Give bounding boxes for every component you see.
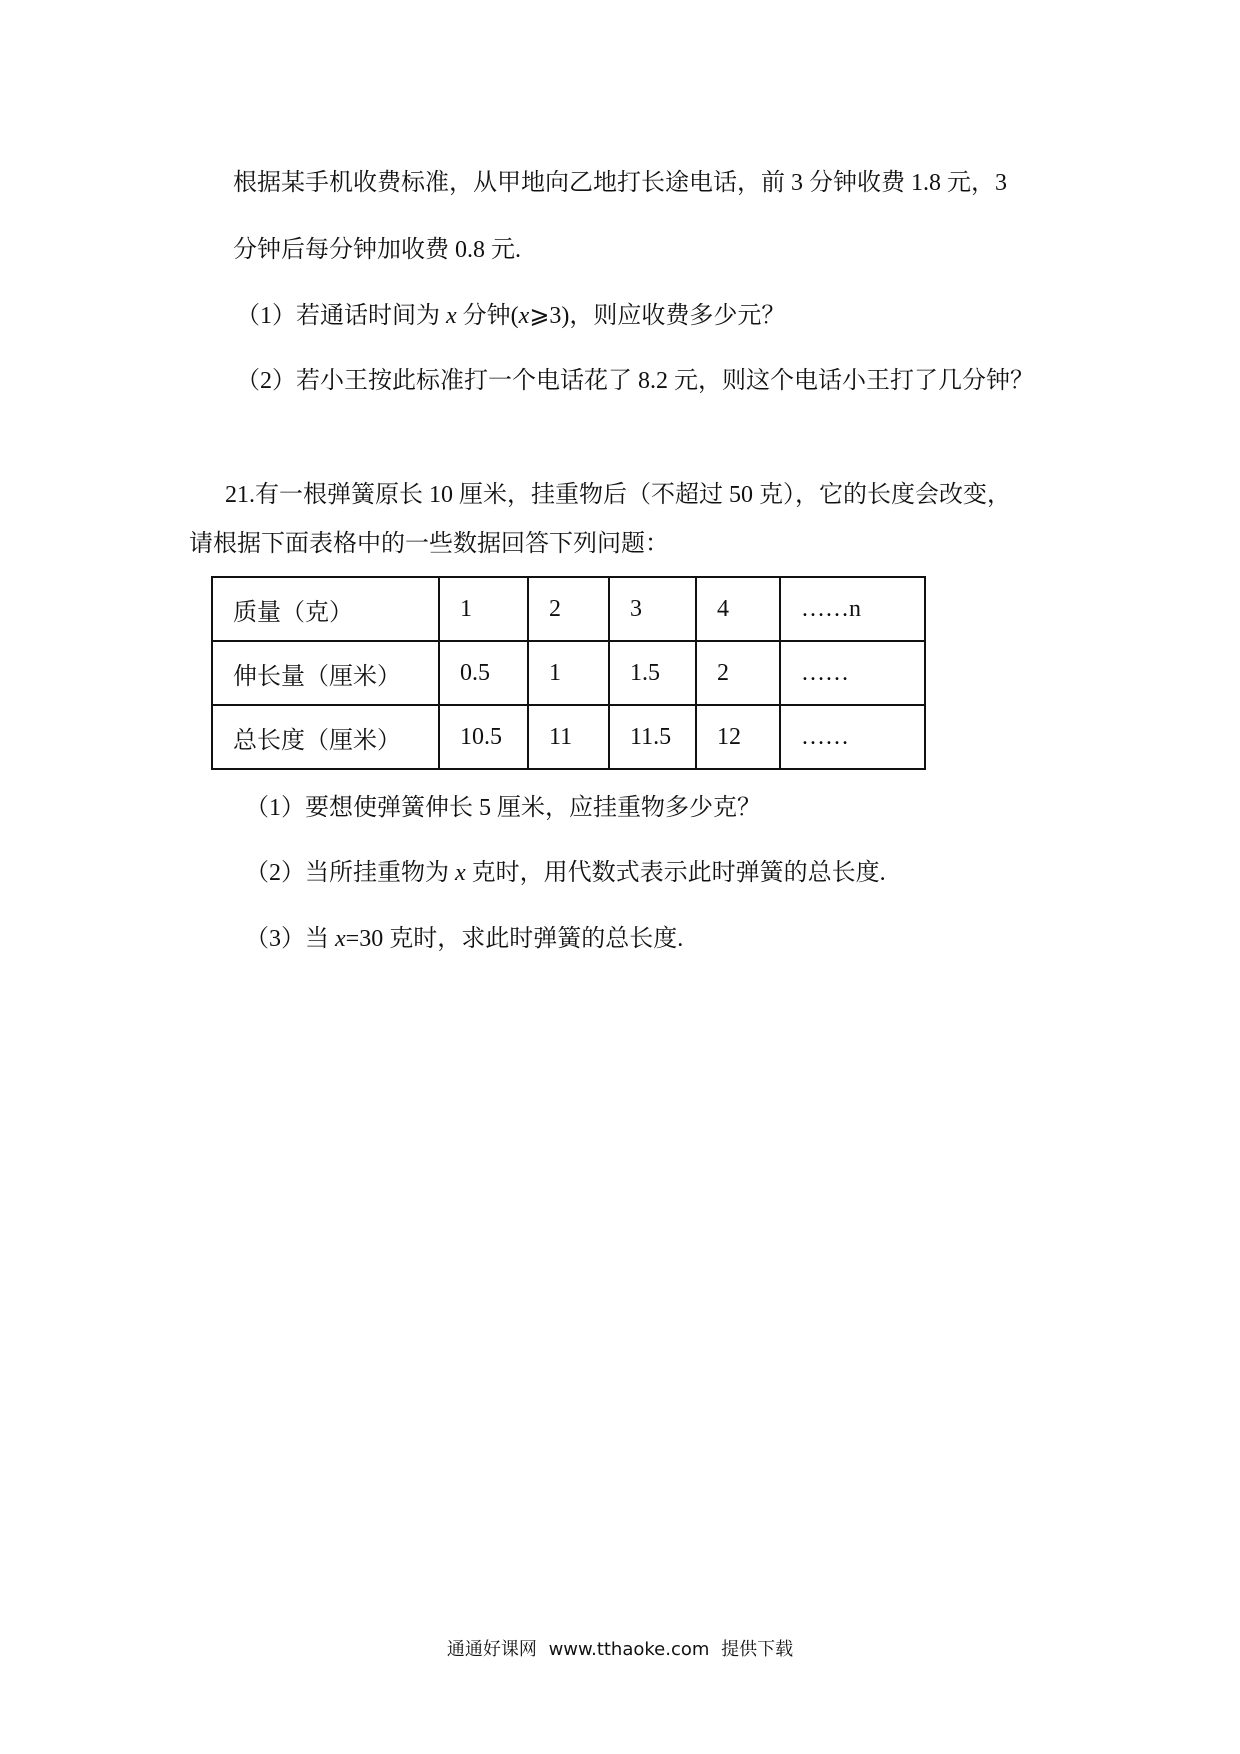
question-text: 分钟( (456, 303, 519, 329)
problem-20-text-line-2: 分钟后每分钟加收费 0.8 元. (233, 237, 521, 263)
question-text: =30 克时，求此时弹簧的总长度. (345, 926, 684, 952)
table-cell: …… (780, 705, 925, 769)
problem-20-question-1 (236, 301, 785, 331)
table-cell: 10.5 (439, 705, 528, 769)
row-header-extension: 伸长量（厘米） (212, 641, 439, 705)
variable-x: x (335, 926, 346, 952)
problem-21-question-2 (245, 858, 886, 888)
table-cell: 0.5 (439, 641, 528, 705)
row-header-mass: 质量（克） (212, 577, 439, 641)
row-header-total-length: 总长度（厘米） (212, 705, 439, 769)
table-cell: ……n (780, 577, 925, 641)
table-cell: 1 (528, 641, 609, 705)
variable-x: x (518, 303, 530, 329)
table-row-mass (212, 577, 925, 641)
variable-x: x (455, 860, 466, 886)
variable-x: x (446, 303, 457, 329)
table-cell: 11.5 (609, 705, 696, 769)
problem-21-question-1: （1）要想使弹簧伸长 5 厘米，应挂重物多少克？ (245, 795, 761, 821)
table-row-extension (212, 641, 925, 705)
table-cell: 11 (528, 705, 609, 769)
table-cell: 2 (528, 577, 609, 641)
spring-data-table (211, 576, 926, 770)
table-cell: 1.5 (609, 641, 696, 705)
table-cell: 2 (696, 641, 780, 705)
question-text: （3）当 (245, 926, 335, 952)
problem-21-question-3 (245, 924, 683, 954)
table-cell: 3 (609, 577, 696, 641)
question-text: 克时，用代数式表示此时弹簧的总长度. (465, 860, 886, 886)
table-cell: …… (780, 641, 925, 705)
table-row-total-length (212, 705, 925, 769)
table-cell: 12 (696, 705, 780, 769)
problem-21-text-line-1: 21.有一根弹簧原长 10 厘米，挂重物后（不超过 50 克），它的长度会改变， (225, 482, 1011, 508)
problem-20-question-2: （2）若小王按此标准打一个电话花了 8.2 元，则这个电话小王打了几分钟？ (236, 368, 1034, 394)
page-footer: 通通好课网 www.tthaoke.com 提供下载 (446, 1639, 794, 1660)
problem-20-text-line-1: 根据某手机收费标准，从甲地向乙地打长途电话，前 3 分钟收费 1.8 元，3 (233, 170, 1007, 196)
table-cell: 1 (439, 577, 528, 641)
table-cell: 4 (696, 577, 780, 641)
problem-21-text-line-2: 请根据下面表格中的一些数据回答下列问题： (189, 531, 669, 557)
question-text: （1）若通话时间为 (236, 303, 446, 329)
question-text: ⩾3)，则应收费多少元？ (529, 303, 786, 329)
question-text: （2）当所挂重物为 (245, 860, 455, 886)
